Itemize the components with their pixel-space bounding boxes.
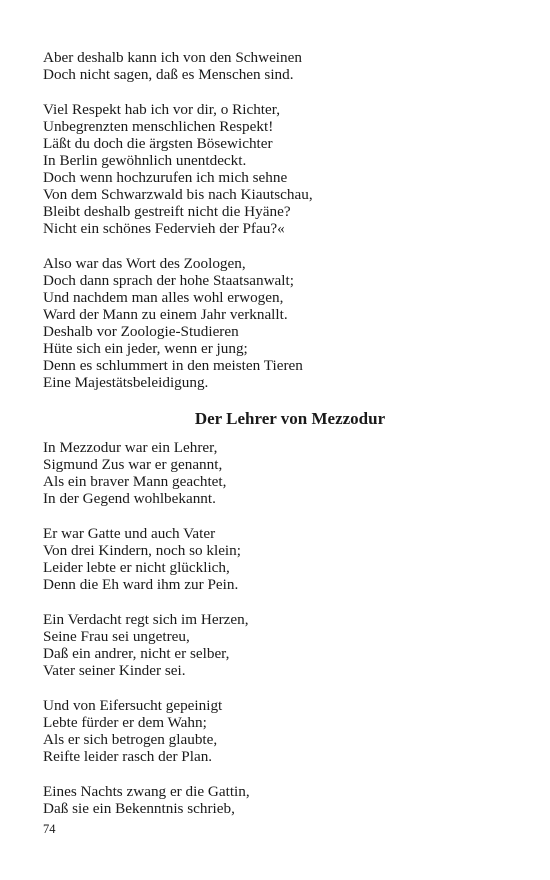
verse-line: Nicht ein schönes Federvieh der Pfau?« [43, 220, 285, 237]
verse-line: Und nachdem man alles wohl erwogen, [43, 289, 284, 306]
poem-continuation [43, 49, 513, 391]
verse-line: Eine Majestätsbeleidigung. [43, 374, 209, 391]
verse-line: Daß sie ein Bekenntnis schrieb, [43, 800, 235, 817]
verse-line: Deshalb vor Zoologie-Studieren [43, 323, 239, 340]
verse-line: Doch nicht sagen, daß es Menschen sind. [43, 66, 294, 83]
stanza [43, 439, 513, 507]
verse-line: In Mezzodur war ein Lehrer, [43, 439, 218, 456]
stanza [43, 697, 513, 765]
verse-line: Läßt du doch die ärgsten Bösewichter [43, 135, 273, 152]
verse-line: Als ein braver Mann geachtet, [43, 473, 227, 490]
verse-line: Hüte sich ein jeder, wenn er jung; [43, 340, 248, 357]
verse-line: Also war das Wort des Zoologen, [43, 255, 246, 272]
verse-line: Ein Verdacht regt sich im Herzen, [43, 611, 249, 628]
stanza [43, 611, 513, 679]
verse-line: Denn es schlummert in den meisten Tieren [43, 357, 303, 374]
verse-line: Doch wenn hochzurufen ich mich sehne [43, 169, 288, 186]
stanza [43, 783, 513, 817]
verse-line: Eines Nachts zwang er die Gattin, [43, 783, 250, 800]
verse-line: Leider lebte er nicht glücklich, [43, 559, 230, 576]
page-number: 74 [43, 822, 56, 836]
verse-line: Unbegrenzten menschlichen Respekt! [43, 118, 274, 135]
verse-line: Daß ein andrer, nicht er selber, [43, 645, 230, 662]
verse-line: Lebte fürder er dem Wahn; [43, 714, 207, 731]
verse-line: Viel Respekt hab ich vor dir, o Richter, [43, 101, 281, 118]
stanza [43, 101, 513, 237]
verse-line: Doch dann sprach der hohe Staatsanwalt; [43, 272, 294, 289]
stanza [43, 255, 513, 391]
verse-line: Reifte leider rasch der Plan. [43, 748, 213, 765]
poem-title: Der Lehrer von Mezzodur [194, 409, 386, 428]
verse-line: Denn die Eh ward ihm zur Pein. [43, 576, 239, 593]
verse-line: Sigmund Zus war er genannt, [43, 456, 223, 473]
page-body [43, 49, 513, 835]
verse-line: Ward der Mann zu einem Jahr verknallt. [43, 306, 288, 323]
verse-line: Und von Eifersucht gepeinigt [43, 697, 223, 714]
verse-line: Aber deshalb kann ich von den Schweinen [43, 49, 302, 66]
verse-line: Als er sich betrogen glaubte, [43, 731, 218, 748]
stanza [43, 525, 513, 593]
verse-line: Von dem Schwarzwald bis nach Kiautschau, [43, 186, 313, 203]
verse-line: Seine Frau sei ungetreu, [43, 628, 190, 645]
poem-lehrer-von-mezzodur [43, 439, 513, 817]
verse-line: Bleibt deshalb gestreift nicht die Hyäne? [43, 203, 291, 220]
verse-line: Von drei Kindern, noch so klein; [43, 542, 241, 559]
verse-line: In der Gegend wohlbekannt. [43, 490, 216, 507]
verse-line: Vater seiner Kinder sei. [43, 662, 186, 679]
verse-line: In Berlin gewöhnlich unentdeckt. [43, 152, 247, 169]
verse-line: Er war Gatte und auch Vater [43, 525, 216, 542]
stanza [43, 49, 513, 83]
